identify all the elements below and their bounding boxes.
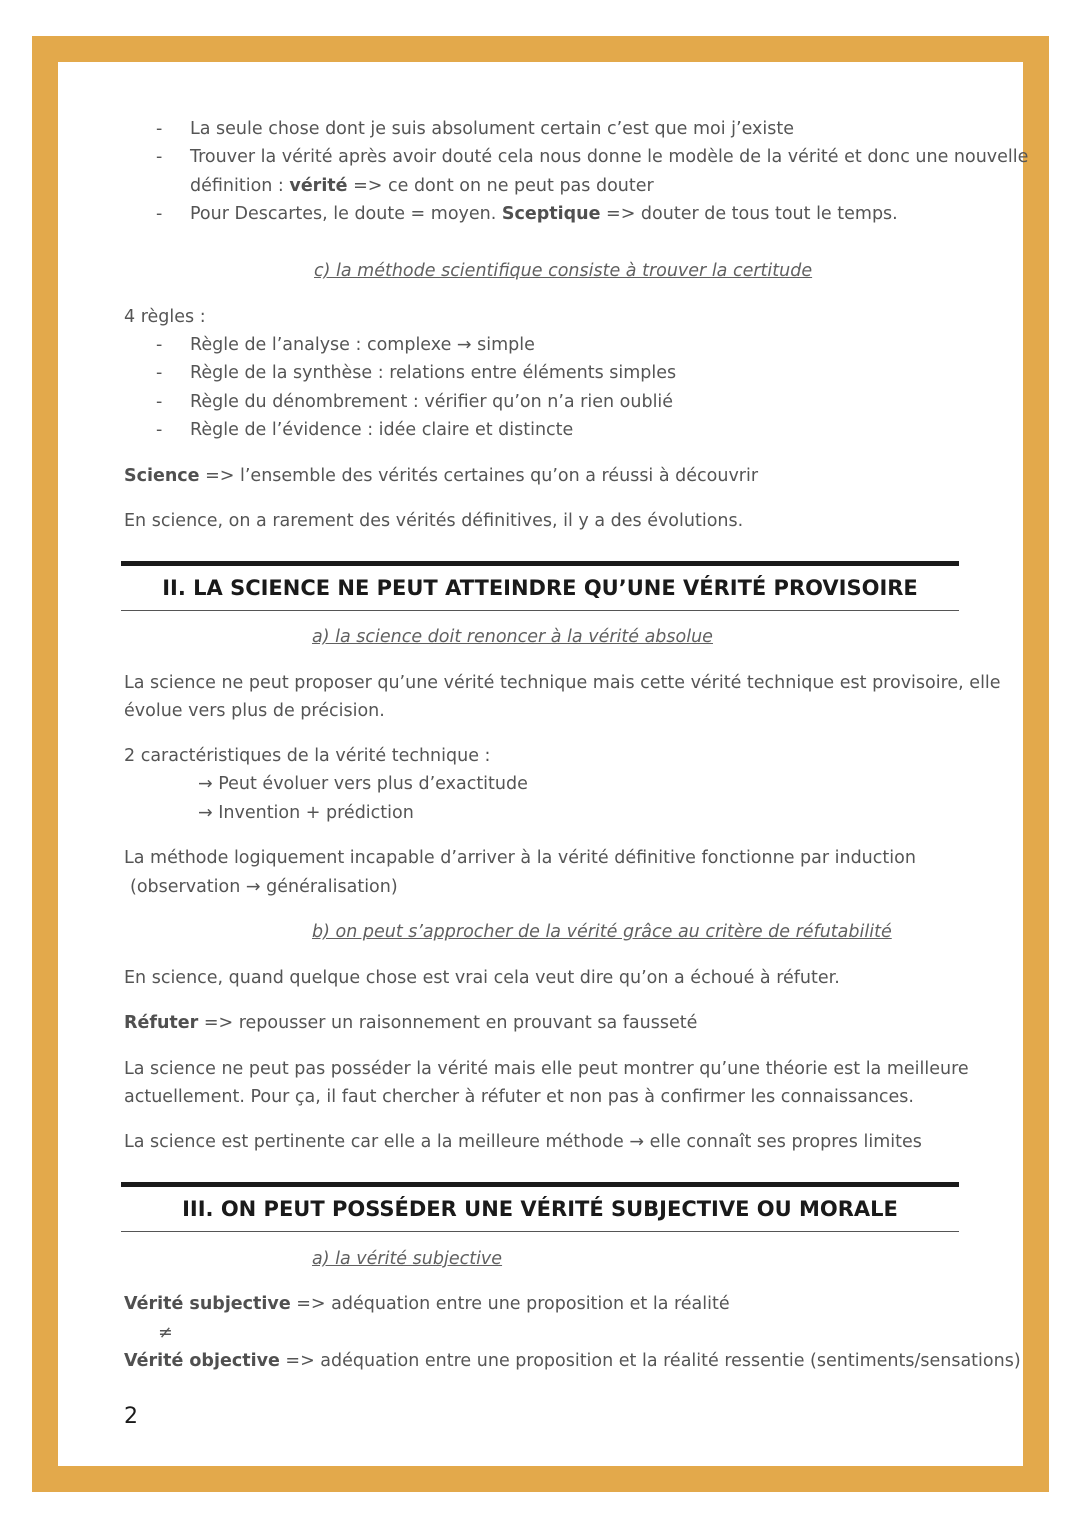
page-number: 2 xyxy=(124,1404,138,1429)
rule-item: Règle de l’évidence : idée claire et distincte xyxy=(190,420,574,440)
section-rule-thick xyxy=(121,1182,959,1187)
bullet-dash: - xyxy=(156,420,163,440)
section-rule-thin xyxy=(121,610,959,611)
bullet-dash: - xyxy=(156,392,163,412)
paragraph-line: En science, quand quelque chose est vrai cela veut dire qu’on a échoué à réfuter. xyxy=(124,968,840,988)
subheading-2a: a) la science doit renoncer à la vérité absolue xyxy=(312,627,713,647)
section-3-title: III. ON PEUT POSSÉDER UNE VÉRITÉ SUBJECTIVE OU MORALE xyxy=(182,1197,898,1221)
paragraph-line: actuellement. Pour ça, il faut chercher à réfuter et non pas à confirmer les connaissances. xyxy=(124,1087,914,1107)
science-evolutions: En science, on a rarement des vérités définitives, il y a des évolutions. xyxy=(124,511,744,531)
science-definition: Science => l’ensemble des vérités certaines qu’on a réussi à découvrir xyxy=(124,466,759,486)
paragraph-line: La science est pertinente car elle a la meilleure méthode → elle connaît ses propres limites xyxy=(124,1132,922,1152)
term-verite: vérité xyxy=(289,176,348,196)
caract-intro: 2 caractéristiques de la vérité technique : xyxy=(124,746,491,766)
intro-bullet-3: Pour Descartes, le doute = moyen. Sceptique => douter de tous tout le temps. xyxy=(190,204,898,224)
paragraph-line: évolue vers plus de précision. xyxy=(124,701,385,721)
paragraph-line: La science ne peut pas posséder la vérité mais elle peut montrer qu’une théorie est la meilleure xyxy=(124,1059,969,1079)
rule-item: Règle du dénombrement : vérifier qu’on n’a rien oublié xyxy=(190,392,674,412)
bullet-dash: - xyxy=(156,204,163,224)
term-objective: Vérité objective xyxy=(124,1351,280,1371)
subheading-c: c) la méthode scientifique consiste à trouver la certitude xyxy=(314,261,813,281)
rule-item: Règle de l’analyse : complexe → simple xyxy=(190,335,535,355)
section-rule-thick xyxy=(121,561,959,566)
subheading-3a: a) la vérité subjective xyxy=(312,1249,503,1269)
refuter-definition: Réfuter => repousser un raisonnement en prouvant sa fausseté xyxy=(124,1013,698,1033)
paragraph-line: (observation → généralisation) xyxy=(130,877,398,897)
bullet-dash: - xyxy=(156,335,163,355)
section-2-title: II. LA SCIENCE NE PEUT ATTEINDRE QU’UNE VÉRITÉ PROVISOIRE xyxy=(162,576,918,600)
paragraph-line: La science ne peut proposer qu’une vérité technique mais cette vérité technique est provisoire, elle xyxy=(124,673,1001,693)
paragraph-line: La méthode logiquement incapable d’arriver à la vérité définitive fonctionne par induction xyxy=(124,848,916,868)
bullet-dash: - xyxy=(156,119,163,139)
subheading-2b: b) on peut s’approcher de la vérité grâce au critère de réfutabilité xyxy=(312,922,892,942)
bullet-dash: - xyxy=(156,147,163,167)
rules-intro: 4 règles : xyxy=(124,307,206,327)
caract-item: → Invention + prédiction xyxy=(198,803,414,823)
intro-bullet-2-line2: définition : vérité => ce dont on ne peut pas douter xyxy=(190,176,654,196)
intro-bullet-1: La seule chose dont je suis absolument certain c’est que moi j’existe xyxy=(190,119,795,139)
rule-item: Règle de la synthèse : relations entre éléments simples xyxy=(190,363,677,383)
intro-bullet-2-line1: Trouver la vérité après avoir douté cela nous donne le modèle de la vérité et donc une nouvelle xyxy=(190,147,1029,167)
term-science: Science xyxy=(124,466,200,486)
section-rule-thin xyxy=(121,1231,959,1232)
bullet-dash: - xyxy=(156,363,163,383)
term-sceptique: Sceptique xyxy=(501,204,601,224)
term-subjective: Vérité subjective xyxy=(124,1294,291,1314)
subjective-definition: Vérité subjective => adéquation entre une proposition et la réalité xyxy=(124,1294,730,1314)
term-refuter: Réfuter xyxy=(124,1013,199,1033)
caract-item: → Peut évoluer vers plus d’exactitude xyxy=(198,774,528,794)
objective-definition: Vérité objective => adéquation entre une proposition et la réalité ressentie (sentiments/sensations) xyxy=(124,1351,1021,1371)
not-equal-sign: ≠ xyxy=(158,1323,173,1343)
